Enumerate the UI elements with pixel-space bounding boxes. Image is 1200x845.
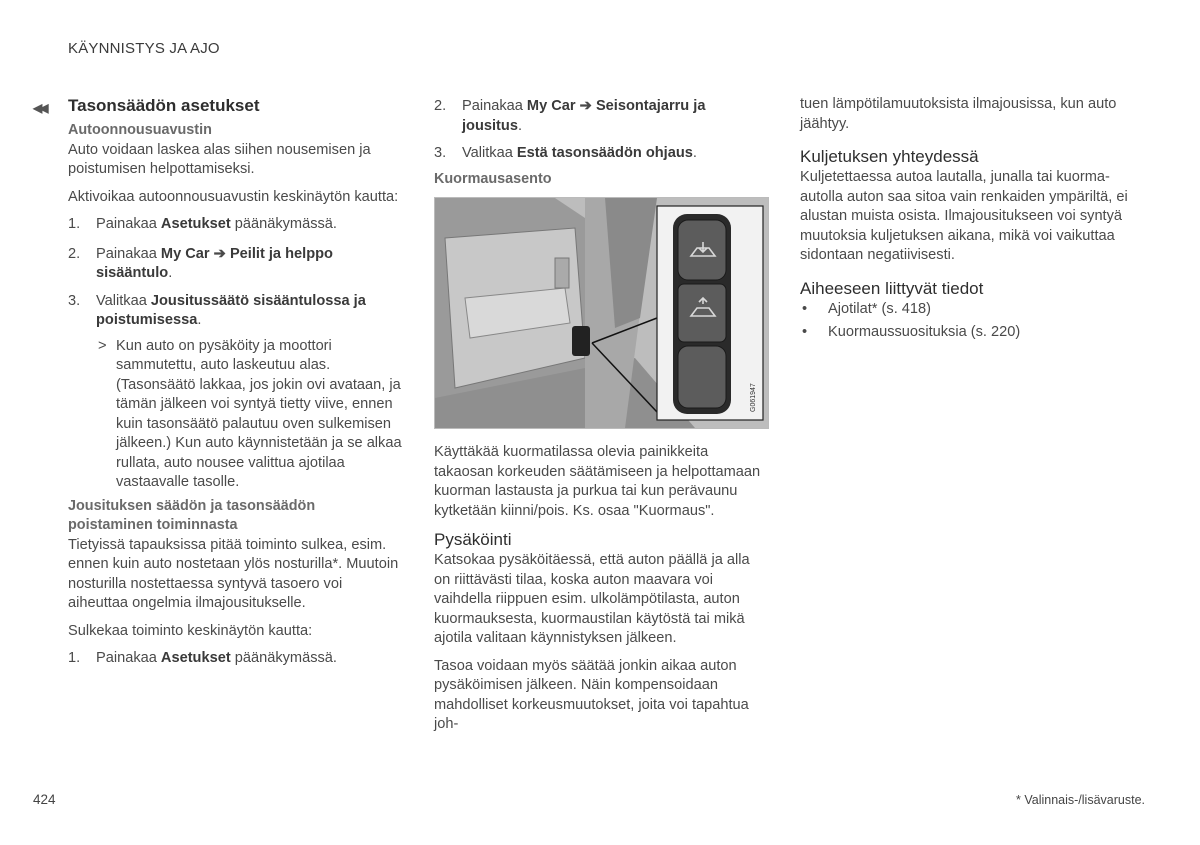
column-right [800, 95, 1140, 347]
column-left [33, 95, 403, 669]
step-item [434, 144, 769, 164]
related-link[interactable] [800, 323, 1140, 343]
step-item [68, 245, 403, 284]
link-text[interactable]: Kuormaussuosituksia (s. 220) [828, 324, 1021, 340]
column-middle [434, 97, 769, 735]
menu-path: Jousitussäätö sisääntulossa ja poistumisessa [96, 292, 366, 328]
step-text: päänäkymässä. [230, 650, 337, 666]
result-marker: > [98, 337, 107, 354]
paragraph: Auto voidaan laskea alas siihen nousemisen ja poistumisen helpottamiseksi. [68, 141, 371, 177]
step-text: . [517, 117, 523, 134]
step-text: . [692, 145, 697, 161]
menu-path: Asetukset [160, 650, 231, 666]
menu-path: Asetukset [160, 216, 231, 232]
subheading-kuormausasento: Kuormausasento [434, 170, 552, 187]
step-text: . [197, 312, 202, 328]
section-title-pysakointi: Pysäköinti [434, 530, 512, 549]
step-text: Valitkaa [96, 292, 151, 309]
step-number: 3. [68, 292, 81, 309]
menu-path: My Car [160, 245, 210, 262]
arrow-right-icon: ➔ [213, 245, 226, 262]
step-text: Painakaa [96, 216, 161, 232]
section-title-kuljetus: Kuljetuksen yhteydessä [800, 147, 979, 166]
paragraph: Tietyissä tapauksissa pitää toiminto sulkea, esim. ennen kuin auto nostetaan ylös nosturilla*. Muutoin nosturilla nostettaessa syntyvä tasoero voi aiheuttaa ongelmia ilmajousitukselle. [68, 536, 399, 611]
step-text: Painakaa [96, 245, 161, 262]
back-arrow-icon[interactable]: ◀◀ [33, 101, 46, 115]
step-number: 2. [68, 245, 81, 262]
footnote: * Valinnais-/lisävaruste. [1016, 793, 1145, 807]
result-text: Kun auto on pysäköity ja moottori sammutettu, auto laskeutuu alas. (Tasonsäätö lakkaa, jos jokin ovi avataan, ja tämän jälkeen voi syntyä tietty viive, ennen kuin tasonsäätö palautuu oven sulkemisen jälkeen.) Kun auto käynnistetään ja se alkaa rullata, auto nousee valittua ajotilaa vastaavalle tasolle. [116, 337, 402, 490]
step-item [68, 215, 403, 235]
step-result [68, 337, 403, 493]
cargo-area-image [435, 198, 768, 428]
step-text: Valitkaa [462, 145, 517, 161]
step-item [68, 292, 403, 331]
menu-path: Estä tasonsäädön ohjaus [516, 145, 693, 161]
bullet-icon: • [802, 300, 808, 317]
step-text: Painakaa [96, 650, 161, 666]
step-item [68, 649, 403, 669]
paragraph: Käyttäkää kuormatilassa olevia painikkeita takaosan korkeuden säätämiseen ja helpottamaan kuorman lastausta ja purkua tai kun perävaunu kytketään kiinni/pois. Ks. osaa "Kuormaus". [434, 444, 761, 519]
step-text: . [168, 265, 173, 281]
cargo-button-illustration [434, 197, 769, 429]
bullet-icon: • [802, 324, 808, 340]
step-number: 1. [68, 650, 81, 666]
paragraph: Kuljetettaessa autoa lautalla, junalla tai kuorma-autolla auton saa sitoa vain renkaiden ympäriltä, ei alustan muista osista. Ilmajousitukseen voi syntyä muutoksia kuljetuksen aikana, mikä voi vaikuttaa sidontaan negatiivisesti. [800, 169, 1128, 263]
step-number: 3. [434, 145, 447, 161]
link-text[interactable]: Ajotilat* (s. 418) [828, 300, 932, 317]
step-text: Painakaa [462, 98, 527, 114]
paragraph: Katsokaa pysäköitäessä, että auton päällä ja alla on riittävästi tilaa, koska auton maavara voi vaihdella riippuen esim. ulkolämpötilasta, auton kuormauksesta, kuormaustilan käytöstä tai mikä ajotila valitaan käynnistyksen jälkeen. [434, 552, 750, 646]
step-number: 1. [68, 216, 81, 232]
paragraph: Aktivoikaa autoonnousuavustin keskinäytön kautta: [68, 188, 399, 205]
arrow-right-icon: ➔ [579, 98, 592, 114]
section-title-related: Aiheeseen liittyvät tiedot [800, 278, 984, 298]
menu-path: My Car [526, 98, 576, 114]
step-item [434, 97, 769, 136]
step-text: päänäkymässä. [230, 216, 337, 232]
paragraph: Sulkekaa toiminto keskinäytön kautta: [68, 622, 313, 639]
paragraph: tuen lämpötilamuutoksista ilmajousissa, kun auto jäähtyy. [800, 96, 1117, 132]
section-header: KÄYNNISTYS JA AJO [68, 40, 220, 57]
title-text: Tasonsäädön asetukset [68, 96, 260, 115]
paragraph: Tasoa voidaan myös säätää jonkin aikaa auton pysäköimisen jälkeen. Näin kompensoidaan mahdolliset korkeusmuutokset, joita voi tapahtua joh- [434, 657, 749, 732]
menu-path: Peilit ja helppo sisääntulo [96, 245, 333, 281]
section-title [33, 95, 403, 117]
image-code: G061947 [750, 383, 757, 412]
menu-path: Seisontajarru ja jousitus [462, 98, 706, 134]
related-link[interactable] [800, 300, 1140, 320]
step-number: 2. [434, 98, 447, 114]
subheading-autoonnousuavustin: Autoonnousuavustin [68, 122, 212, 138]
subheading-poistaminen: Jousituksen säädön ja tasonsäädön poistaminen toiminnasta [68, 497, 316, 533]
page-number: 424 [33, 792, 56, 807]
